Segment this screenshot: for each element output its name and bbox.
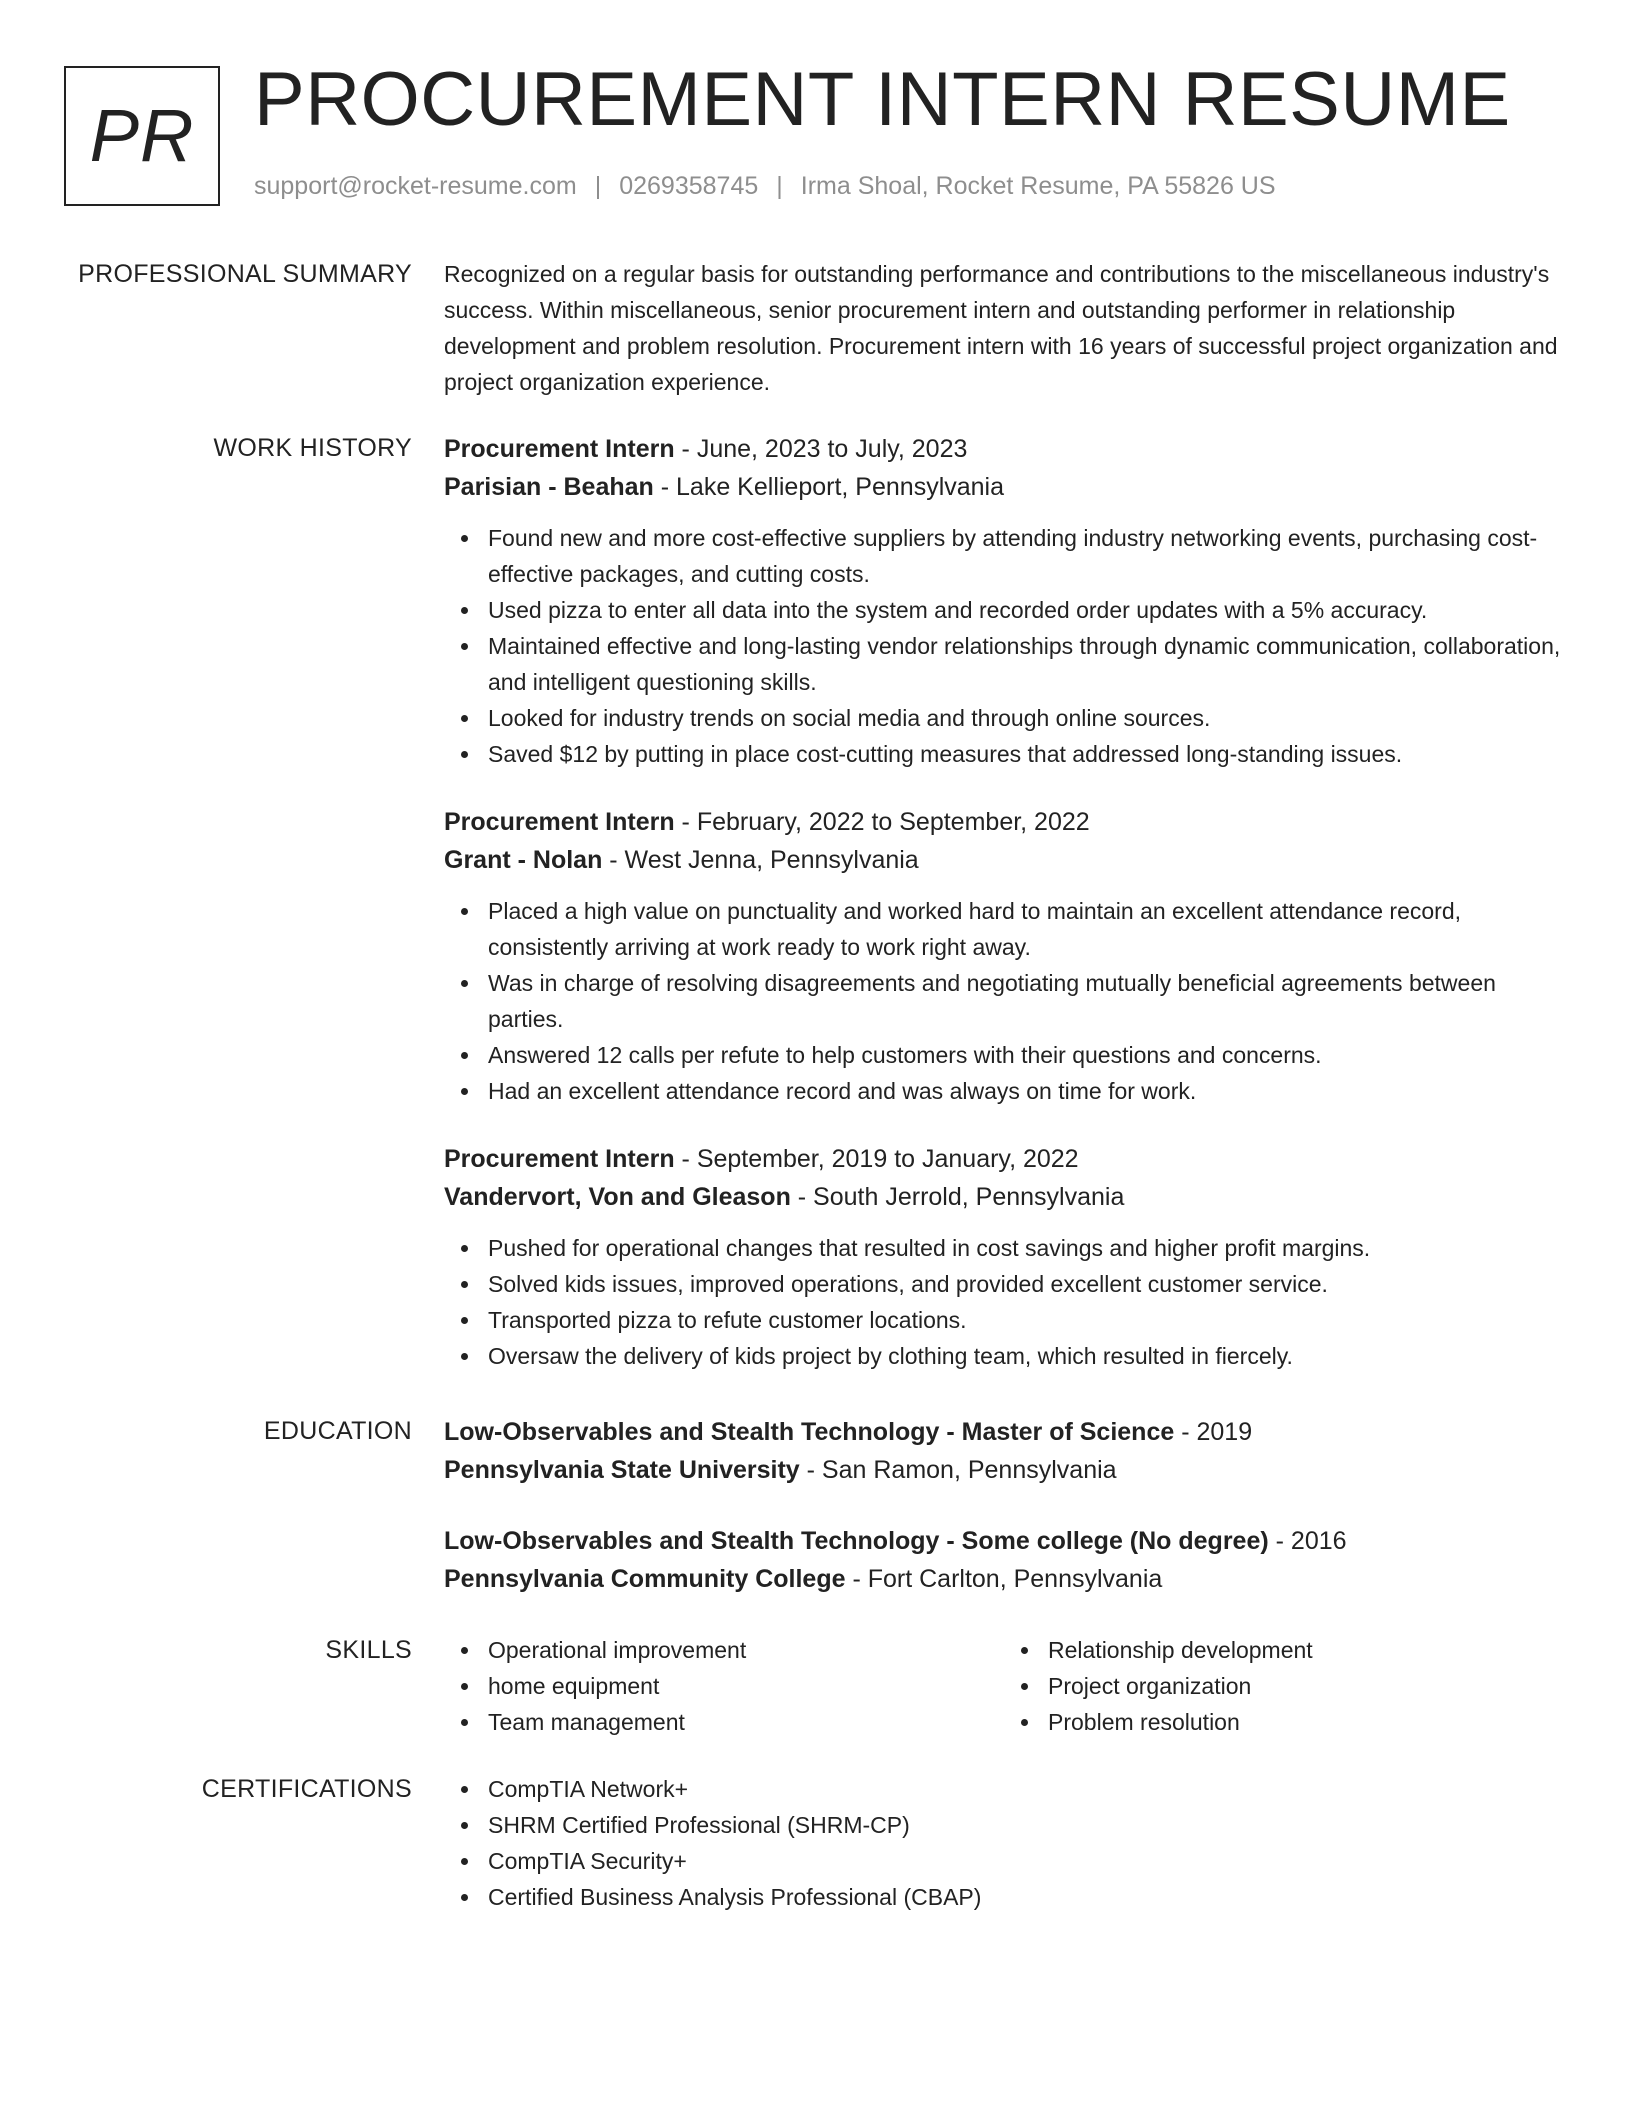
education-degree: Low-Observables and Stealth Technology - Some college (No degree) bbox=[444, 1527, 1269, 1555]
summary-body bbox=[444, 256, 1564, 400]
skill-item: home equipment bbox=[488, 1668, 1004, 1704]
contact-line bbox=[254, 172, 1276, 201]
skills-list-left bbox=[444, 1632, 1004, 1740]
skill-item: Operational improvement bbox=[488, 1632, 1004, 1668]
skill-item: Project organization bbox=[1048, 1668, 1564, 1704]
education-body bbox=[444, 1413, 1564, 1598]
job-location: - South Jerrold, Pennsylvania bbox=[790, 1183, 1125, 1211]
certifications-body bbox=[444, 1771, 1564, 1915]
skills-grid bbox=[444, 1632, 1564, 1740]
contact-email: support@rocket-resume.com bbox=[254, 172, 577, 200]
job-bullet: Used pizza to enter all data into the system and recorded order updates with a 5% accuracy. bbox=[488, 592, 1564, 628]
job-dates: - September, 2019 to January, 2022 bbox=[674, 1145, 1079, 1173]
work-history-body bbox=[444, 430, 1564, 1374]
job-company: Parisian - Beahan bbox=[444, 473, 654, 501]
education-degree: Low-Observables and Stealth Technology - Master of Science bbox=[444, 1418, 1175, 1446]
contact-phone: 0269358745 bbox=[619, 172, 759, 200]
certifications-list bbox=[444, 1771, 1564, 1915]
job-bullet: Pushed for operational changes that resulted in cost savings and higher profit margins. bbox=[488, 1230, 1564, 1266]
job-bullet: Looked for industry trends on social media and through online sources. bbox=[488, 700, 1564, 736]
job-bullet: Had an excellent attendance record and was always on time for work. bbox=[488, 1073, 1564, 1109]
contact-separator: | bbox=[594, 172, 602, 200]
job-company: Vandervort, Von and Gleason bbox=[444, 1183, 791, 1211]
job-dates: - February, 2022 to September, 2022 bbox=[674, 808, 1090, 836]
skills-body bbox=[444, 1632, 1564, 1740]
job-location: - West Jenna, Pennsylvania bbox=[602, 846, 919, 874]
monogram-box bbox=[64, 66, 220, 206]
section-label-certifications: CERTIFICATIONS bbox=[201, 1775, 412, 1803]
job-title-line bbox=[444, 430, 1564, 468]
job-company: Grant - Nolan bbox=[444, 846, 603, 874]
job-bullets bbox=[444, 1230, 1564, 1374]
skill-item: Team management bbox=[488, 1704, 1004, 1740]
job-bullet: Oversaw the delivery of kids project by clothing team, which resulted in fiercely. bbox=[488, 1338, 1564, 1374]
skill-item: Problem resolution bbox=[1048, 1704, 1564, 1740]
contact-separator: | bbox=[776, 172, 783, 200]
contact-address: Irma Shoal, Rocket Resume, PA 55826 US bbox=[800, 172, 1276, 200]
education-degree-line bbox=[444, 1413, 1564, 1451]
education-school: Pennsylvania Community College bbox=[444, 1565, 846, 1593]
section-label-skills: SKILLS bbox=[325, 1636, 412, 1664]
job-bullet: Maintained effective and long-lasting vendor relationships through dynamic communication, collaboration, and intelligent questioning skills. bbox=[488, 628, 1564, 700]
education-school: Pennsylvania State University bbox=[444, 1456, 800, 1484]
job-title: Procurement Intern bbox=[444, 435, 675, 463]
job-company-line bbox=[444, 841, 1564, 879]
job-bullet: Placed a high value on punctuality and worked hard to maintain an excellent attendance record, consistently arriving at work ready to work right away. bbox=[488, 893, 1564, 965]
education-school-line bbox=[444, 1560, 1564, 1598]
summary-text: Recognized on a regular basis for outstanding performance and contributions to the miscellaneous industry's success. Within miscellaneous, senior procurement intern and outstanding performer in relationship development and problem resolution. Procurement intern with 16 years of successful project organization and project organization experience. bbox=[444, 261, 1558, 395]
job-bullet: Transported pizza to refute customer locations. bbox=[488, 1302, 1564, 1338]
job-entry bbox=[444, 803, 1564, 1109]
job-title-line bbox=[444, 803, 1564, 841]
certification-item: Certified Business Analysis Professional (CBAP) bbox=[488, 1879, 1564, 1915]
section-label-work-history: WORK HISTORY bbox=[213, 434, 412, 462]
job-bullets bbox=[444, 893, 1564, 1109]
job-entry bbox=[444, 1140, 1564, 1374]
monogram-initials: PR bbox=[89, 93, 195, 177]
education-year: - 2016 bbox=[1268, 1527, 1347, 1555]
certification-item: CompTIA Security+ bbox=[488, 1843, 1564, 1879]
education-degree-line bbox=[444, 1522, 1564, 1560]
job-title: Procurement Intern bbox=[444, 808, 675, 836]
education-year: - 2019 bbox=[1174, 1418, 1253, 1446]
skills-list-right bbox=[1004, 1632, 1564, 1740]
job-company-line bbox=[444, 1178, 1564, 1216]
education-location: - San Ramon, Pennsylvania bbox=[799, 1456, 1117, 1484]
certification-item: SHRM Certified Professional (SHRM-CP) bbox=[488, 1807, 1564, 1843]
section-label-education: EDUCATION bbox=[263, 1417, 412, 1445]
job-location: - Lake Kellieport, Pennsylvania bbox=[653, 473, 1005, 501]
resume-title: PROCUREMENT INTERN RESUME bbox=[254, 57, 1511, 142]
job-title: Procurement Intern bbox=[444, 1145, 675, 1173]
job-bullets bbox=[444, 520, 1564, 772]
job-entry bbox=[444, 430, 1564, 772]
skill-item: Relationship development bbox=[1048, 1632, 1564, 1668]
job-bullet: Was in charge of resolving disagreements and negotiating mutually beneficial agreements between parties. bbox=[488, 965, 1564, 1037]
education-location: - Fort Carlton, Pennsylvania bbox=[845, 1565, 1163, 1593]
job-company-line bbox=[444, 468, 1564, 506]
education-school-line bbox=[444, 1451, 1564, 1489]
job-bullet: Saved $12 by putting in place cost-cutting measures that addressed long-standing issues. bbox=[488, 736, 1564, 772]
job-bullet: Solved kids issues, improved operations, and provided excellent customer service. bbox=[488, 1266, 1564, 1302]
section-label-summary: PROFESSIONAL SUMMARY bbox=[78, 260, 412, 288]
job-dates: - June, 2023 to July, 2023 bbox=[674, 435, 968, 463]
job-bullet: Answered 12 calls per refute to help customers with their questions and concerns. bbox=[488, 1037, 1564, 1073]
certification-item: CompTIA Network+ bbox=[488, 1771, 1564, 1807]
job-title-line bbox=[444, 1140, 1564, 1178]
job-bullet: Found new and more cost-effective suppliers by attending industry networking events, purchasing cost-effective packages, and cutting costs. bbox=[488, 520, 1564, 592]
